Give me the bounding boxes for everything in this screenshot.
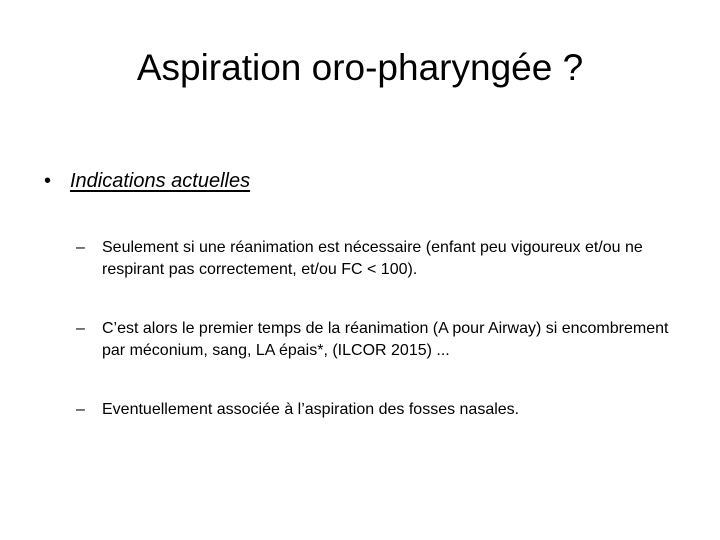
sub-item-text: C’est alors le premier temps de la réanimation (A pour Airway) si encombrement par méconium, sang, LA épais*, (ILCOR 2015) ... bbox=[102, 320, 669, 359]
sub-item-text: Seulement si une réanimation est nécessaire (enfant peu vigoureux et/ou ne respirant pas correctement, et/ou FC < 100). bbox=[102, 239, 643, 278]
bullet-heading: Indications actuelles bbox=[70, 170, 251, 192]
sub-item-reanimation bbox=[76, 237, 676, 281]
dash-marker: – bbox=[76, 239, 85, 256]
sub-item-fosses-nasales bbox=[76, 399, 676, 421]
sub-item-airway bbox=[76, 318, 676, 362]
slide-title: Aspiration oro-pharyngée ? bbox=[136, 47, 584, 88]
bullet-marker: • bbox=[44, 170, 52, 192]
sub-item-text: Eventuellement associée à l’aspiration des fosses nasales. bbox=[102, 401, 520, 418]
dash-marker: – bbox=[76, 401, 85, 418]
dash-marker: – bbox=[76, 320, 85, 337]
bullet-item-indications bbox=[44, 167, 250, 195]
